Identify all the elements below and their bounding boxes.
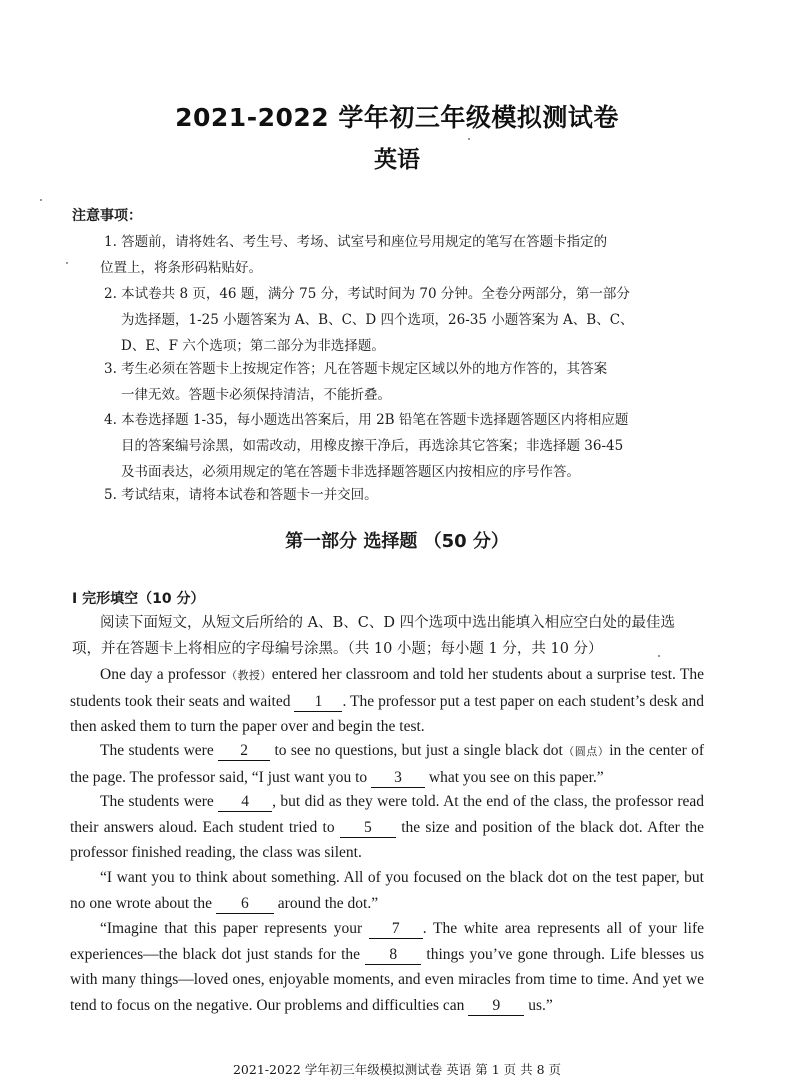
note-item — [100, 229, 704, 281]
passage-paragraph — [70, 789, 704, 866]
passage-text: us.” — [528, 996, 553, 1014]
gloss: （教授） — [225, 669, 272, 682]
passage-text: entered her classroom and told her students about a surprise test. The students took their seats and waited — [70, 666, 704, 710]
note-line: 一律无效。答题卡必须保持清洁，不能折叠。 — [121, 387, 391, 403]
scan-speck — [66, 262, 68, 264]
section-title: 第一部分 选择题 （50 分） — [285, 531, 509, 552]
exam-title: 2021-2022 学年初三年级模拟测试卷 — [175, 103, 619, 132]
passage-text: . The professor put a test paper on each student’s desk and then asked them to turn the paper over and begin the test. — [70, 692, 705, 735]
note-line: 3. 考生必须在答题卡上按规定作答；凡在答题卡规定区域以外的地方作答的，其答案 — [104, 361, 608, 377]
passage-text: “Imagine that this paper represents your — [100, 920, 363, 937]
note-item — [104, 281, 704, 359]
note-line: 5. 考试结束，请将本试卷和答题卡一并交回。 — [104, 487, 378, 503]
note-item — [104, 407, 704, 485]
blank-1: 1 — [294, 693, 342, 712]
subject-title: 英语 — [374, 147, 420, 173]
blank-6: 6 — [216, 895, 274, 914]
scan-speck — [658, 655, 660, 657]
note-line: 为选择题，1-25 小题答案为 A、B、C、D 四个选项，26-35 小题答案为 A、B、C、 — [121, 312, 634, 328]
passage-text: , but did as they were told. At the end of the class, the professor read their answers aloud. Each student tried to — [70, 793, 704, 836]
passage-text: to see no questions, but just a single black dot — [274, 742, 563, 759]
note-line: 1. 答题前，请将姓名、考生号、考场、试室号和座位号用规定的笔写在答题卡指定的 — [104, 234, 608, 250]
gloss: （圆点） — [562, 745, 610, 758]
passage-text: “I want you to think about something. All of you focused on the black dot on the test paper, but no one wrote about the — [70, 869, 704, 912]
blank-2: 2 — [218, 742, 270, 761]
scan-speck — [40, 199, 42, 201]
passage-text: the size and position of the black dot. After the professor finished reading, the class was silent. — [70, 818, 705, 861]
note-line: 及书面表达，必须用规定的笔在答题卡非选择题答题区内按相应的序号作答。 — [121, 464, 580, 480]
note-line: 目的答案编号涂黑，如需改动，用橡皮擦干净后，再选涂其它答案；非选择题 36-45 — [121, 438, 624, 454]
blank-4: 4 — [218, 793, 272, 812]
passage-text: One day a professor — [100, 666, 226, 683]
page-footer: 2021-2022 学年初三年级模拟测试卷 英语 第 1 页 共 8 页 — [232, 1062, 562, 1077]
passage-text: in the center of the page. The professor said, “I just want you to — [70, 742, 705, 786]
part-instructions: 阅读下面短文，从短文后所给的 A、B、C、D 四个选项中选出能填入相应空白处的最佳选项，并在答题卡上将相应的字母编号涂黑。（共 10 小题；每小题 1 分，共 10 分） — [72, 615, 676, 657]
part-heading: I 完形填空（10 分） — [72, 591, 205, 607]
blank-8: 8 — [365, 946, 421, 965]
note-line: D、E、F 六个选项；第二部分为非选择题。 — [121, 338, 385, 354]
blank-7: 7 — [369, 920, 423, 939]
notes-heading: 注意事项： — [72, 208, 142, 224]
passage-text: . The white area represents all of your life experiences—the black dot just stands for the — [70, 920, 705, 963]
passage-text: things you’ve gone through. Life blesses us with many things—loved ones, enjoyable moments, and even miracles from time to time. And yet we tend to focus on the negative. Our problems and difficulties can — [70, 945, 705, 1014]
scan-speck — [468, 138, 470, 140]
note-line: 位置上，将条形码粘贴好。 — [100, 260, 262, 276]
note-item — [104, 356, 704, 408]
blank-9: 9 — [468, 997, 524, 1016]
note-line: 2. 本试卷共 8 页，46 题，满分 75 分，考试时间为 70 分钟。全卷分两部分，第一部分 — [104, 286, 630, 302]
passage-paragraph — [70, 662, 704, 740]
passage-text: what you see on this paper.” — [428, 768, 604, 786]
passage-paragraph — [70, 738, 704, 790]
note-line: 4. 本卷选择题 1-35，每小题选出答案后，用 2B 铅笔在答题卡选择题答题区内将相应题 — [104, 412, 629, 428]
passage-text: around the dot.” — [277, 894, 379, 912]
passage-paragraph — [70, 916, 704, 1018]
blank-5: 5 — [340, 819, 396, 838]
blank-3: 3 — [371, 769, 425, 788]
passage-text: The students were — [100, 793, 214, 810]
note-item — [104, 482, 704, 508]
passage-text: The students were — [100, 742, 214, 759]
passage-paragraph — [70, 865, 704, 916]
